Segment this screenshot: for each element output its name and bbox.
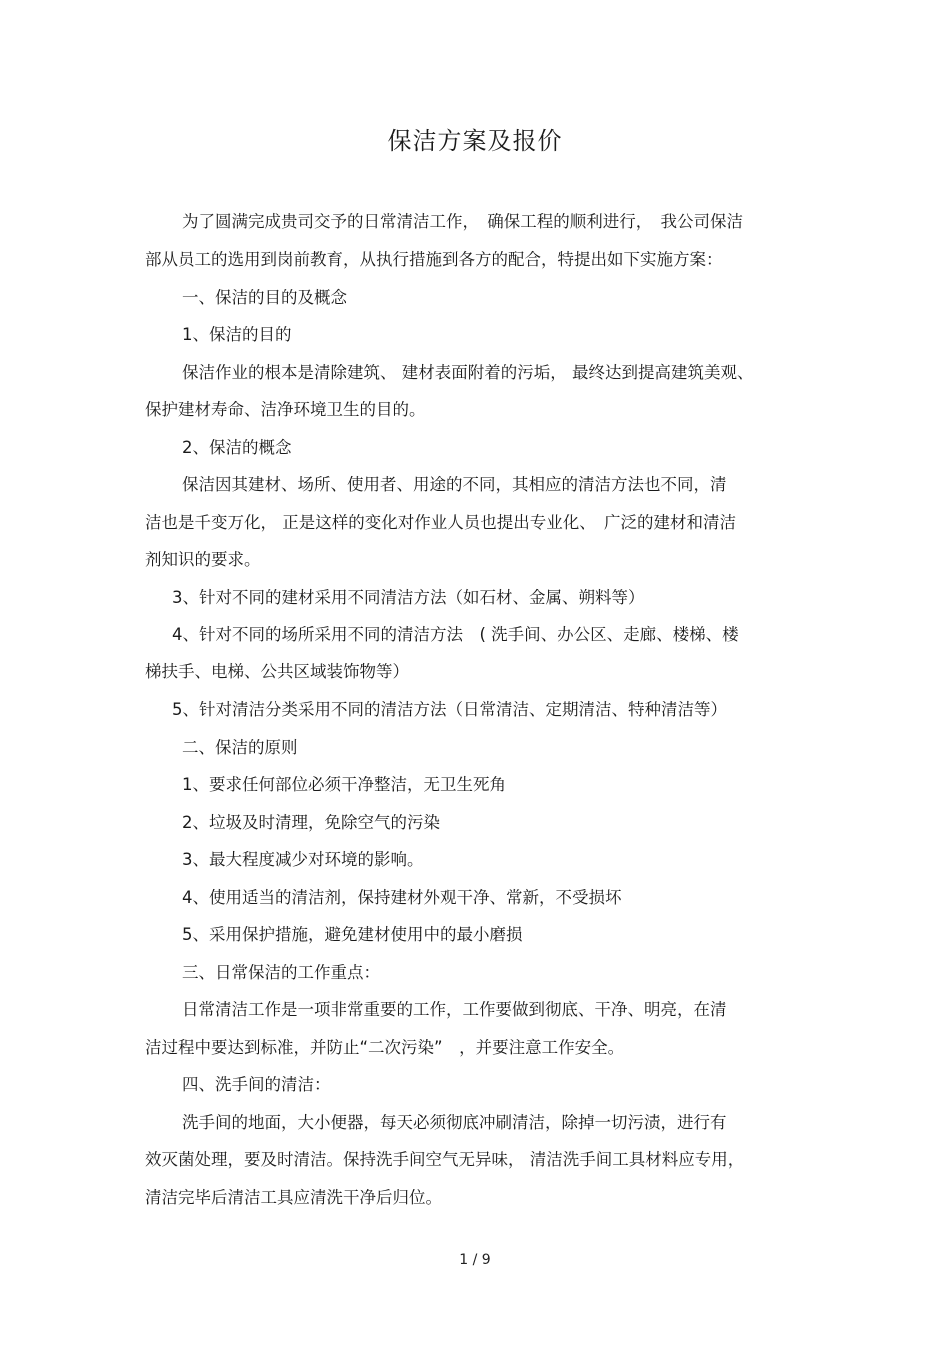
list-item: 3、最大程度减少对环境的影响。 [182, 850, 424, 869]
section-heading: 四、洗手间的清洁： [182, 1075, 331, 1094]
paragraph-line: 清洁完毕后清洁工具应清洗干净后归位。 [145, 1188, 442, 1207]
paragraph-line: 洗手间的地面，大小便器，每天必须彻底冲刷清洁，除掉一切污渍，进行有 [182, 1113, 727, 1132]
paragraph-line: 洁也是千变万化， 正是这样的变化对作业人员也提出专业化、 广泛的建材和清洁 [145, 513, 736, 532]
subsection-heading: 2、保洁的概念 [182, 438, 292, 457]
page-number: 1 / 9 [459, 1252, 491, 1268]
list-item: 5、针对清洁分类采用不同的清洁方法（日常清洁、定期清洁、特种清洁等） [172, 700, 727, 719]
subsection-heading: 1、保洁的目的 [182, 325, 292, 344]
paragraph-line: 为了圆满完成贵司交予的日常清洁工作， 确保工程的顺利进行， 我公司保洁 [182, 212, 743, 231]
section-heading: 一、保洁的目的及概念 [182, 288, 347, 307]
paragraph-line: 部从员工的选用到岗前教育，从执行措施到各方的配合，特提出如下实施方案： [145, 250, 723, 269]
list-item-continuation: 梯扶手、电梯、公共区域装饰物等） [145, 662, 409, 681]
list-item: 2、垃圾及时清理，免除空气的污染 [182, 813, 440, 832]
list-item: 4、使用适当的清洁剂，保持建材外观干净、常新，不受损坏 [182, 888, 622, 907]
paragraph-line: 效灭菌处理，要及时清洁。保持洗手间空气无异味， 清洁洗手间工具材料应专用， [145, 1150, 745, 1169]
list-item: 1、要求任何部位必须干净整洁，无卫生死角 [182, 775, 506, 794]
paragraph-line: 剂知识的要求。 [145, 550, 261, 569]
paragraph-line: 日常清洁工作是一项非常重要的工作，工作要做到彻底、干净、明亮，在清 [182, 1000, 727, 1019]
list-item: 4、针对不同的场所采用不同的清洁方法 ( 洗手间、办公区、走廊、楼梯、楼 [172, 625, 739, 644]
paragraph-line: 保洁因其建材、场所、使用者、用途的不同，其相应的清洁方法也不同，清 [182, 475, 727, 494]
document-title: 保洁方案及报价 [387, 127, 563, 155]
paragraph-line: 保洁作业的根本是清除建筑、 建材表面附着的污垢， 最终达到提高建筑美观、 [182, 363, 754, 382]
list-item: 3、针对不同的建材采用不同清洁方法（如石材、金属、朔料等） [172, 588, 645, 607]
list-item: 5、采用保护措施，避免建材使用中的最小磨损 [182, 925, 523, 944]
paragraph-line: 洁过程中要达到标准，并防止“二次污染” ，并要注意工作安全。 [145, 1038, 625, 1057]
section-heading: 二、保洁的原则 [182, 738, 298, 757]
section-heading: 三、日常保洁的工作重点： [182, 963, 380, 982]
paragraph-line: 保护建材寿命、洁净环境卫生的目的。 [145, 400, 426, 419]
